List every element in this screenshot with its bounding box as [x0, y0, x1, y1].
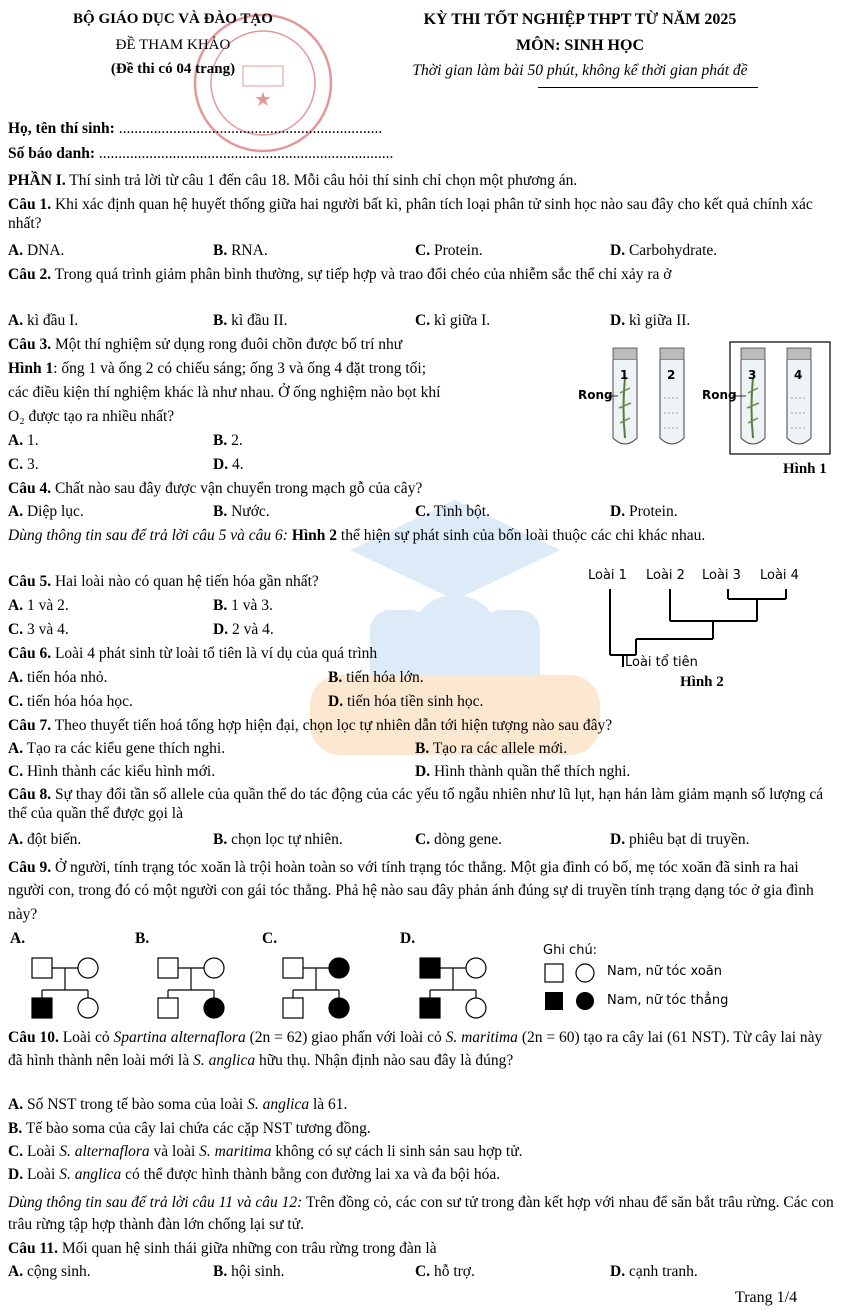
q4-option-a: A. Diệp lục. — [8, 503, 84, 520]
candidate-name-line — [8, 120, 382, 139]
pedigree-d-label: D. — [400, 930, 416, 947]
q11-number: Câu 11. — [8, 1240, 58, 1257]
q3-option-d: D. 4. — [213, 456, 244, 473]
page-number: Trang 1/4 — [735, 1289, 798, 1306]
q5-option-d: D. 2 và 4. — [213, 621, 274, 638]
q10-option-b: B. Tế bào soma của cây lai chứa các cặp NST tương đồng. — [8, 1120, 371, 1137]
header-underline — [538, 87, 758, 88]
figure-1-tube-1-label: 1 — [620, 368, 629, 382]
pedigree-a-label: A. — [10, 930, 26, 947]
q10-option-a: A. Số NST trong tế bào soma của loài S. anglica là 61. — [8, 1096, 348, 1113]
q8-option-b: B. chọn lọc tự nhiên. — [213, 831, 343, 848]
question-6: Câu 6. Loài 4 phát sinh từ loài tổ tiên là ví dụ của quá trình — [8, 645, 378, 662]
q5-option-c: C. 3 và 4. — [8, 621, 69, 638]
q2-option-d: D. kì giữa II. — [610, 312, 691, 329]
figure-1-tube-2-label: 2 — [667, 368, 676, 382]
q1-text: Khi xác định quan hệ huyết thống giữa hai người bất kì, phân tích loại phân tử sinh học nào sau đây cho kết quả chính xác nhất? — [8, 196, 813, 232]
q3-option-b: B. 2. — [213, 432, 243, 449]
q6-option-b: B. tiến hóa lớn. — [328, 669, 424, 686]
figure-2-species-3: Loài 3 — [702, 568, 741, 583]
question-9: Câu 9. Ở người, tính trạng tóc xoăn là trội hoàn toàn so với tính trạng tóc thẳng. Một gia đình có bố, mẹ tóc xoăn đã sinh ra hai người con, trong đó có một người con gái tóc thẳng. Phả hệ nào sau đây phản ánh đúng sự di truyền tính trạng dạng tóc ở gia đình này? — [8, 859, 814, 923]
exam-title: KỲ THI TỐT NGHIỆP THPT TỪ NĂM 2025 — [423, 11, 737, 28]
q11-option-a: A. cộng sinh. — [8, 1263, 91, 1280]
q6-option-a: A. tiến hóa nhỏ. — [8, 669, 108, 686]
question-1 — [8, 196, 838, 233]
q2-number: Câu 2. — [8, 266, 52, 283]
svg-text:★: ★ — [254, 87, 272, 111]
candidate-id-dots: ............................................................................ — [98, 145, 394, 162]
question-11: Câu 11. Mối quan hệ sinh thái giữa những con trâu rừng trong đàn là — [8, 1240, 437, 1257]
q3-line1: Câu 3. Một thí nghiệm sử dụng rong đuôi chồn được bố trí như — [8, 336, 403, 353]
q11-option-b: B. hội sinh. — [213, 1263, 285, 1280]
q5-number: Câu 5. — [8, 573, 52, 590]
q2-option-a: A. kì đầu I. — [8, 312, 79, 329]
question-5: Câu 5. Hai loài nào có quan hệ tiến hóa gần nhất? — [8, 573, 319, 590]
page-count-note: (Đề thi có 04 trang) — [110, 61, 236, 77]
figure-1-caption: Hình 1 — [783, 461, 827, 477]
q5-option-b: B. 1 và 3. — [213, 597, 273, 614]
pedigree-b-label: B. — [135, 930, 150, 947]
candidate-id-line — [8, 145, 393, 164]
legend-symbols — [543, 962, 603, 1012]
legend-curly-hair: Nam, nữ tóc xoăn — [607, 964, 723, 979]
part1-text: Thí sinh trả lời từ câu 1 đến câu 18. Mỗi câu hỏi thí sinh chỉ chọn một phương án. — [65, 172, 578, 189]
q9-number: Câu 9. — [8, 859, 52, 876]
figure-2 — [580, 565, 840, 700]
q4-number: Câu 4. — [8, 480, 52, 497]
figure-2-species-4: Loài 4 — [760, 568, 799, 583]
q6-option-d: D. tiến hóa tiền sinh học. — [328, 693, 484, 710]
question-4: Câu 4. Chất nào sau đây được vận chuyển trong mạch gỗ của cây? — [8, 480, 423, 497]
figure-2-tree — [580, 585, 840, 675]
figure-1-tube-3-label: 3 — [748, 368, 757, 382]
figure-1-rong-label-right: Rong — [702, 388, 737, 402]
q5-option-a: A. 1 và 2. — [8, 597, 69, 614]
candidate-name-dots: .................................................................... — [118, 120, 383, 137]
q1-option-c: C. Protein. — [415, 242, 483, 259]
figure-2-species-2: Loài 2 — [646, 568, 685, 583]
q8-option-c: C. dòng gene. — [415, 831, 502, 848]
figure-1-tube-4-label: 4 — [794, 368, 803, 382]
q3-line2: Hình 1: ống 1 và ống 2 có chiếu sáng; ống 3 và ống 4 đặt trong tối; — [8, 360, 427, 377]
q4-option-c: C. Tinh bột. — [415, 503, 490, 520]
figure-1-rong-label-left: Rong — [578, 388, 613, 402]
q11-option-c: C. hỗ trợ. — [415, 1263, 475, 1280]
figure-2-species-1: Loài 1 — [588, 568, 627, 583]
q2-option-b: B. kì đầu II. — [213, 312, 288, 329]
part1-instruction — [8, 172, 577, 191]
exam-type: ĐỀ THAM KHẢO — [115, 37, 231, 53]
candidate-id-label: Số báo danh: — [8, 145, 96, 162]
q7-option-b: B. Tạo ra các allele mới. — [415, 740, 568, 757]
q3-line4: O₂ được tạo ra nhiều nhất? — [8, 408, 175, 425]
q3-number: Câu 3. — [8, 336, 52, 353]
q7-option-c: C. Hình thành các kiểu hình mới. — [8, 763, 216, 780]
q8-option-a: A. đột biến. — [8, 831, 82, 848]
q8-number: Câu 8. — [8, 786, 52, 803]
figure-1 — [580, 338, 840, 478]
q10-option-d: D. Loài S. anglica có thể được hình thành bằng con đường lai xa và đa bội hóa. — [8, 1166, 501, 1183]
legend-straight-hair: Nam, nữ tóc thẳng — [607, 993, 729, 1008]
q1-option-d: D. Carbohydrate. — [610, 242, 718, 259]
q11-option-d: D. cạnh tranh. — [610, 1263, 698, 1280]
q7-number: Câu 7. — [8, 717, 52, 734]
ministry-name: BỘ GIÁO DỤC VÀ ĐÀO TẠO — [73, 11, 273, 27]
time-note: Thời gian làm bài 50 phút, không kể thời gian phát đề — [412, 62, 748, 79]
q3-option-a: A. 1. — [8, 432, 39, 449]
q1-option-b: B. RNA. — [213, 242, 268, 259]
info-questions-11-12: Dùng thông tin sau để trả lời câu 11 và câu 12: Trên đồng cỏ, các con sư tử trong đàn kết hợp với nhau để săn bắt trâu rừng. Các con trâu rừng tập hợp thành đàn lớn chống lại sư tử. — [8, 1194, 834, 1234]
legend-title: Ghi chú: — [543, 943, 598, 958]
pedigree-c-label: C. — [262, 930, 278, 947]
question-8: Câu 8. Sự thay đổi tần số allele của quần thể do tác động của các yếu tố ngẫu nhiên như lũ lụt, hạn hán làm giảm mạnh số lượng cá thể của quần thể được gọi là — [8, 786, 824, 822]
candidate-name-label: Họ, tên thí sinh: — [8, 120, 115, 137]
q1-option-a: A. DNA. — [8, 242, 65, 259]
q6-option-c: C. tiến hóa hóa học. — [8, 693, 133, 710]
q2-option-c: C. kì giữa I. — [415, 312, 491, 329]
question-10: Câu 10. Loài cỏ Spartina alternaflora (2n = 62) giao phấn với loài cỏ S. maritima (2n = 60) tạo ra cây lai (61 NST). Từ cây lai này đã hình thành nên loài mới là S. anglica hữu thụ. Nhận định nào sau đây là đúng? — [8, 1029, 823, 1070]
q7-option-a: A. Tạo ra các kiểu gene thích nghi. — [8, 740, 226, 757]
q3-option-c: C. 3. — [8, 456, 39, 473]
part1-title: PHẦN I. — [8, 172, 66, 189]
q7-option-d: D. Hình thành quần thể thích nghi. — [415, 763, 631, 780]
q6-number: Câu 6. — [8, 645, 52, 662]
subject-title: MÔN: SINH HỌC — [516, 37, 644, 54]
q4-option-b: B. Nước. — [213, 503, 270, 520]
pedigree-charts — [20, 950, 500, 1022]
q1-number: Câu 1. — [8, 196, 52, 213]
q10-option-c: C. Loài S. alternaflora và loài S. maritima không có sự cách li sinh sản sau hợp tử. — [8, 1143, 523, 1160]
question-7: Câu 7. Theo thuyết tiến hoá tổng hợp hiện đại, chọn lọc tự nhiên dẫn tới hiện tượng nào sau đây? — [8, 717, 613, 734]
q4-option-d: D. Protein. — [610, 503, 678, 520]
q2-text: Trong quá trình giảm phân bình thường, sự tiếp hợp và trao đổi chéo của nhiễm sắc thể chỉ xảy ra ở — [51, 266, 672, 283]
figure-2-caption: Hình 2 — [680, 674, 724, 690]
q3-line3: các điều kiện thí nghiệm khác là như nhau. Ở ống nghiệm nào bọt khí — [8, 384, 441, 401]
question-2 — [8, 266, 838, 285]
info-questions-5-6: Dùng thông tin sau để trả lời câu 5 và câu 6: Hình 2 thể hiện sự phát sinh của bốn loài thuộc các chi khác nhau. — [8, 527, 706, 544]
q8-option-d: D. phiêu bạt di truyền. — [610, 831, 750, 848]
figure-2-ancestor: Loài tổ tiên — [625, 655, 698, 670]
q10-number: Câu 10. — [8, 1029, 59, 1046]
